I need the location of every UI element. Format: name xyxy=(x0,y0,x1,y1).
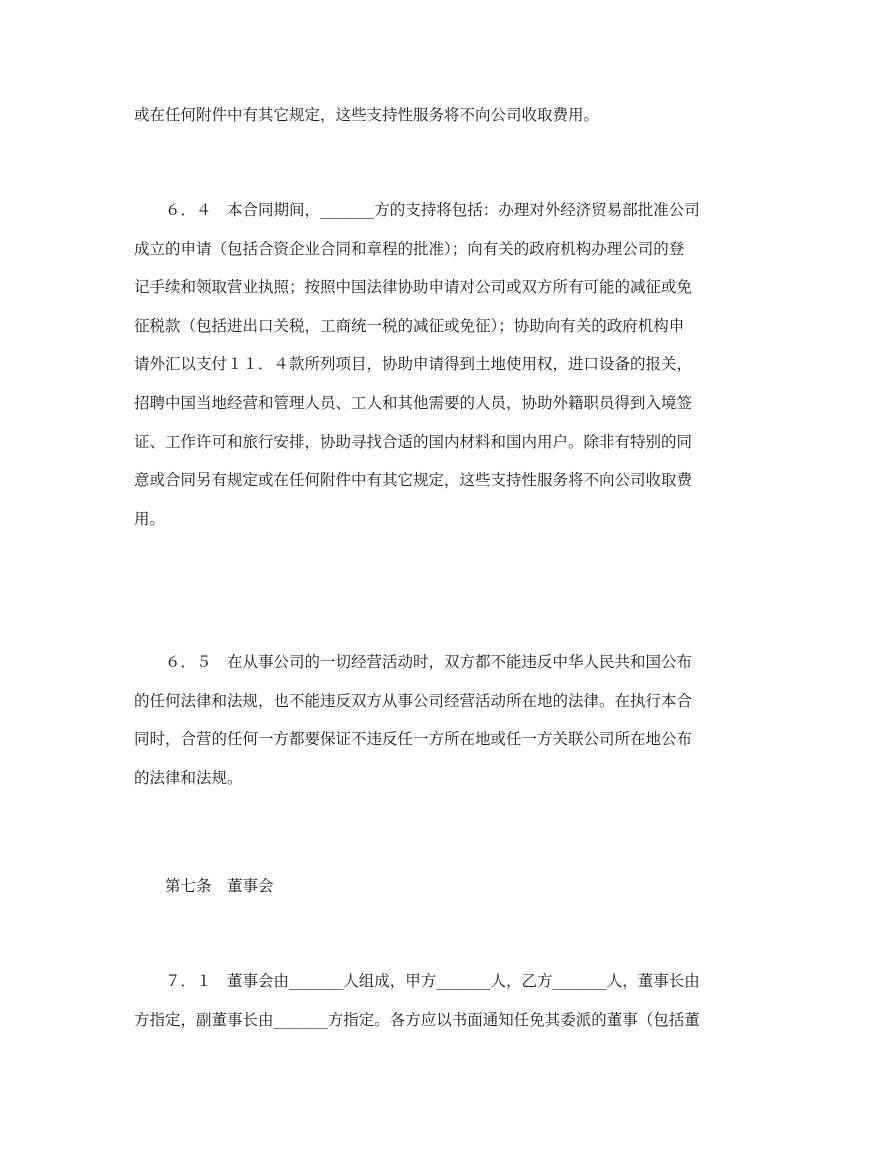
text-line: ６．４ 本合同期间，_______方的支持将包括：办理对外经济贸易部批准公司 xyxy=(165,201,700,219)
text-line: 同时，合营的任何一方都要保证不违反任一方所在地或任一方关联公司所在地公布 xyxy=(134,730,693,749)
text-line: 或在任何附件中有其它规定，这些支持性服务将不向公司收取费用。 xyxy=(134,106,600,124)
text-line: 证、工作许可和旅行安排，协助寻找合适的国内材料和国内用户。除非有特别的同 xyxy=(134,432,693,451)
text-line: ６．５ 在从事公司的一切经营活动时，双方都不能违反中华人民共和国公布 xyxy=(165,653,693,671)
paragraph-6-4 xyxy=(134,191,774,538)
text-line: 成立的申请（包括合资企业合同和章程的批准）；向有关的政府机构办理公司的登 xyxy=(134,239,685,258)
section-heading: 第七条 董事会 xyxy=(165,877,274,895)
paragraph-continuation xyxy=(134,96,774,135)
text-line: 用。 xyxy=(134,509,166,528)
paragraph-6-5 xyxy=(134,643,774,797)
text-line: 记手续和领取营业执照；按照中国法律协助申请对公司或双方所有可能的减征或免 xyxy=(134,278,693,297)
text-line: 征税款（包括进出口关税，工商统一税的减征或免征）；协助向有关的政府机构申 xyxy=(134,316,685,335)
paragraph-7-1 xyxy=(134,962,774,1039)
text-line: 的法律和法规。 xyxy=(134,768,243,787)
text-line: 的任何法律和法规，也不能违反双方从事公司经营活动所在地的法律。在执行本合 xyxy=(134,691,693,710)
text-line: 招聘中国当地经营和管理人员、工人和其他需要的人员，协助外籍职员得到入境签 xyxy=(134,393,693,412)
article-7-heading xyxy=(134,867,774,906)
text-line: 意或合同另有规定或在任何附件中有其它规定，这些支持性服务将不向公司收取费 xyxy=(134,471,693,490)
text-line: 方指定，副董事长由_______方指定。各方应以书面通知任免其委派的董事（包括董 xyxy=(134,1010,700,1029)
text-line: ７．１ 董事会由_______人组成，甲方_______人，乙方_______人，董事长由 xyxy=(165,972,700,990)
text-line: 请外汇以支付１１．４款所列项目，协助申请得到土地使用权，进口设备的报关， xyxy=(134,355,693,374)
